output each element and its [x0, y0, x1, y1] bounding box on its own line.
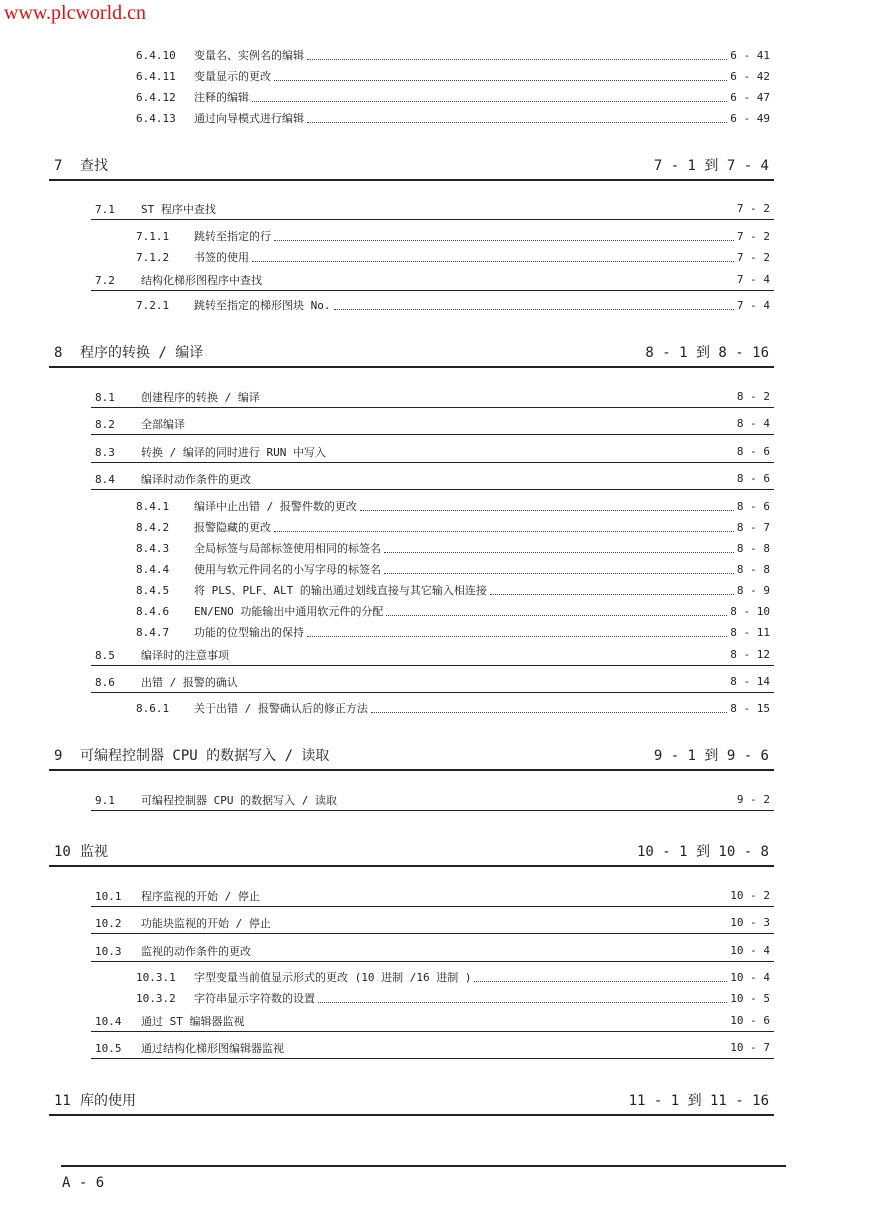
section-number: 8.5 [95, 648, 115, 662]
section-title: 编译时动作条件的更改 [141, 472, 251, 486]
subentry-title: 报警隐藏的更改 [194, 521, 271, 534]
section-heading-8-5[interactable] [91, 644, 774, 666]
section-title: 结构化梯形图程序中查找 [141, 273, 262, 287]
subentry-title: 书签的使用 [194, 251, 249, 264]
leader-dots [307, 59, 727, 60]
chapter-page-range: 11 - 1 到 11 - 16 [628, 1093, 769, 1109]
subentry-title: 编译中止出错 / 报警件数的更改 [194, 500, 357, 513]
subentry-number: 8.4.3 [136, 541, 170, 555]
chapter-page-range: 7 - 1 到 7 - 4 [653, 158, 769, 174]
chapter-title: 程序的转换 / 编译 [80, 345, 204, 361]
subentry-page: 8 - 11 [730, 625, 770, 639]
chapter-heading-8[interactable] [49, 338, 774, 368]
section-number: 7.1 [95, 202, 115, 216]
subentry-title: EN/ENO 功能输出中通用软元件的分配 [194, 605, 384, 618]
chapter-title: 监视 [80, 844, 108, 860]
leader-dots [334, 309, 734, 310]
toc-subentry[interactable] [136, 602, 770, 620]
toc-subentry[interactable] [136, 67, 770, 85]
chapter-heading-11[interactable] [49, 1086, 774, 1116]
leader-dots [274, 80, 727, 81]
subentry-page: 7 - 4 [736, 298, 770, 312]
section-page: 10 - 3 [730, 916, 770, 929]
section-number: 10.4 [95, 1014, 122, 1028]
subentry-title: 将 PLS、PLF、ALT 的输出通过划线直接与其它输入相连接 [194, 584, 487, 597]
section-heading-8-3[interactable] [91, 441, 774, 463]
section-heading-10-5[interactable] [91, 1037, 774, 1059]
section-number: 10.5 [95, 1041, 122, 1055]
toc-subentry[interactable] [136, 227, 770, 245]
toc-subentry[interactable] [136, 623, 770, 641]
subentry-page: 6 - 47 [730, 90, 770, 104]
section-page: 10 - 7 [730, 1041, 770, 1054]
subentry-title: 跳转至指定的行 [194, 230, 271, 243]
subentry-title: 功能的位型输出的保持 [194, 626, 304, 639]
section-heading-10-1[interactable] [91, 885, 774, 907]
watermark-url: www.plcworld.cn [4, 2, 147, 24]
section-heading-7-1[interactable] [91, 198, 774, 220]
section-page: 8 - 12 [730, 648, 770, 661]
subentry-page: 8 - 6 [736, 499, 770, 513]
subentry-number: 8.4.2 [136, 520, 170, 534]
subentry-page: 8 - 8 [736, 541, 770, 555]
section-title: 出错 / 报警的确认 [141, 675, 238, 689]
subentry-page: 6 - 41 [730, 48, 770, 62]
subentry-title: 变量名、实例名的编辑 [194, 49, 304, 62]
chapter-heading-10[interactable] [49, 837, 774, 867]
section-page: 8 - 4 [736, 417, 770, 430]
subentry-number: 6.4.10 [136, 48, 176, 62]
section-title: 功能块监视的开始 / 停止 [141, 916, 271, 930]
section-page: 9 - 2 [736, 793, 770, 806]
section-heading-10-4[interactable] [91, 1010, 774, 1032]
subentry-page: 8 - 9 [736, 583, 770, 597]
toc-subentry[interactable] [136, 88, 770, 106]
section-title: ST 程序中查找 [141, 202, 216, 216]
subentry-number: 10.3.1 [136, 970, 176, 984]
section-number: 10.1 [95, 889, 122, 903]
toc-subentry[interactable] [136, 296, 770, 314]
toc-subentry[interactable] [136, 46, 770, 64]
subentry-number: 8.4.1 [136, 499, 170, 513]
section-number: 8.4 [95, 472, 115, 486]
section-title: 通过 ST 编辑器监视 [141, 1014, 245, 1028]
subentry-number: 6.4.12 [136, 90, 176, 104]
section-page: 10 - 2 [730, 889, 770, 902]
toc-subentry[interactable] [136, 518, 770, 536]
subentry-page: 8 - 8 [736, 562, 770, 576]
section-heading-8-1[interactable] [91, 386, 774, 408]
toc-subentry[interactable] [136, 248, 770, 266]
subentry-title: 跳转至指定的梯形图块 No. [194, 299, 331, 312]
subentry-title: 使用与软元件同名的小写字母的标签名 [194, 563, 381, 576]
section-title: 转换 / 编译的同时进行 RUN 中写入 [141, 445, 326, 459]
leader-dots [474, 981, 727, 982]
section-page: 10 - 6 [730, 1014, 770, 1027]
section-number: 8.2 [95, 417, 115, 431]
section-number: 9.1 [95, 793, 115, 807]
section-heading-9-1[interactable] [91, 789, 774, 811]
subentry-title: 注释的编辑 [194, 91, 249, 104]
leader-dots [307, 636, 727, 637]
section-heading-8-6[interactable] [91, 671, 774, 693]
section-number: 10.2 [95, 916, 122, 930]
subentry-number: 8.4.4 [136, 562, 170, 576]
leader-dots [307, 122, 727, 123]
leader-dots [274, 240, 734, 241]
section-number: 8.6 [95, 675, 115, 689]
chapter-page-range: 8 - 1 到 8 - 16 [645, 345, 769, 361]
leader-dots [252, 101, 727, 102]
section-title: 监视的动作条件的更改 [141, 944, 251, 958]
section-number: 7.2 [95, 273, 115, 287]
subentry-number: 7.1.2 [136, 250, 170, 264]
section-page: 8 - 14 [730, 675, 770, 688]
subentry-number: 8.4.6 [136, 604, 170, 618]
section-heading-8-2[interactable] [91, 413, 774, 435]
leader-dots [274, 531, 734, 532]
toc-subentry[interactable] [136, 968, 770, 986]
chapter-number: 9 [54, 748, 63, 764]
subentry-number: 8.4.7 [136, 625, 170, 639]
chapter-number: 11 [54, 1093, 71, 1109]
subentry-page: 8 - 7 [736, 520, 770, 534]
chapter-heading-7[interactable] [49, 151, 774, 181]
subentry-page: 6 - 42 [730, 69, 770, 83]
section-page: 8 - 6 [736, 445, 770, 458]
footer-rule [61, 1165, 786, 1167]
section-number: 10.3 [95, 944, 122, 958]
chapter-title: 库的使用 [80, 1093, 136, 1109]
leader-dots [360, 510, 734, 511]
subentry-number: 6.4.11 [136, 69, 176, 83]
toc-subentry[interactable] [136, 539, 770, 557]
chapter-number: 7 [54, 158, 63, 174]
chapter-heading-9[interactable] [49, 741, 774, 771]
section-page: 7 - 2 [736, 202, 770, 215]
section-heading-10-2[interactable] [91, 912, 774, 934]
chapter-title: 查找 [80, 158, 108, 174]
section-heading-8-4[interactable] [91, 468, 774, 490]
section-title: 通过结构化梯形图编辑器监视 [141, 1041, 284, 1055]
subentry-number: 8.6.1 [136, 701, 170, 715]
section-heading-10-3[interactable] [91, 940, 774, 962]
leader-dots [384, 552, 734, 553]
toc-subentry[interactable] [136, 560, 770, 578]
section-title: 编译时的注意事项 [141, 648, 229, 662]
section-title: 创建程序的转换 / 编译 [141, 390, 260, 404]
subentry-title: 字符串显示字符数的设置 [194, 992, 315, 1005]
chapter-number: 8 [54, 345, 63, 361]
section-number: 8.1 [95, 390, 115, 404]
subentry-title: 字型变量当前值显示形式的更改 (10 进制 /16 进制 ) [194, 971, 472, 984]
section-title: 可编程控制器 CPU 的数据写入 / 读取 [141, 793, 337, 807]
footer-page-number: A - 6 [62, 1175, 105, 1191]
toc-subentry[interactable] [136, 109, 770, 127]
subentry-page: 7 - 2 [736, 229, 770, 243]
section-page: 8 - 2 [736, 390, 770, 403]
chapter-title: 可编程控制器 CPU 的数据写入 / 读取 [80, 748, 330, 764]
chapter-page-range: 9 - 1 到 9 - 6 [653, 748, 769, 764]
leader-dots [318, 1002, 727, 1003]
section-page: 10 - 4 [730, 944, 770, 957]
subentry-page: 8 - 10 [730, 604, 770, 618]
section-heading-7-2[interactable] [91, 269, 774, 291]
toc-subentry[interactable] [136, 989, 770, 1007]
subentry-number: 10.3.2 [136, 991, 176, 1005]
leader-dots [490, 594, 734, 595]
subentry-number: 7.1.1 [136, 229, 170, 243]
toc-subentry[interactable] [136, 581, 770, 599]
section-title: 全部编译 [141, 417, 185, 431]
toc-subentry[interactable] [136, 497, 770, 515]
section-page: 8 - 6 [736, 472, 770, 485]
subentry-page: 10 - 5 [730, 991, 770, 1005]
section-page: 7 - 4 [736, 273, 770, 286]
chapter-number: 10 [54, 844, 71, 860]
subentry-title: 关于出错 / 报警确认后的修正方法 [194, 702, 368, 715]
leader-dots [384, 573, 734, 574]
leader-dots [386, 615, 727, 616]
subentry-title: 全局标签与局部标签使用相同的标签名 [194, 542, 381, 555]
section-title: 程序监视的开始 / 停止 [141, 889, 260, 903]
subentry-number: 6.4.13 [136, 111, 176, 125]
leader-dots [371, 712, 727, 713]
subentry-page: 6 - 49 [730, 111, 770, 125]
subentry-number: 8.4.5 [136, 583, 170, 597]
chapter-page-range: 10 - 1 到 10 - 8 [636, 844, 769, 860]
subentry-number: 7.2.1 [136, 298, 170, 312]
toc-subentry[interactable] [136, 699, 770, 717]
section-number: 8.3 [95, 445, 115, 459]
leader-dots [252, 261, 734, 262]
subentry-page: 7 - 2 [736, 250, 770, 264]
subentry-page: 8 - 15 [730, 701, 770, 715]
subentry-page: 10 - 4 [730, 970, 770, 984]
subentry-title: 通过向导模式进行编辑 [194, 112, 304, 125]
subentry-title: 变量显示的更改 [194, 70, 271, 83]
